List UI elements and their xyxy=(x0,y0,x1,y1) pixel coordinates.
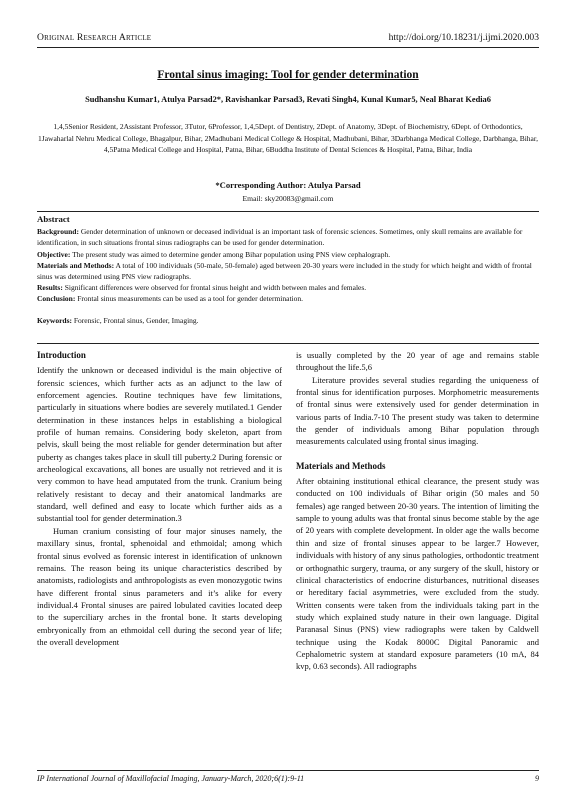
background-label: Background: xyxy=(37,227,79,237)
affiliations: 1,4,5Senior Resident, 2Assistant Professor, 3Tutor, 6Professor, 1,4,5Dept. of Dentistry, 2Dept. of Anatomy, 3Dept. of Biochemistry, 6Dept. of Orthodontics, 1Jawaharlal Nehru Medical College, Bhagalpur, Bihar, 2Madhubani Medical College & Hospital, Madhubani, Bihar, 3Darbhanga Medical College, Darbhanga, Bihar, 4,5Patna Medical College and Hospital, Patna, Bihar, 6Buddha Institute of Dental Sciences & Hospital, Patna, Bihar, India xyxy=(38,122,538,154)
intro-paragraph-1: Identify the unknown or deceased individul is the main objective of forensic sciences, which further acts as an adjunct to the law of enforcement agencies. Routine techniques have few limitations, particularly in situations where bodies are severely mutilated.1 Gender determination in these instances helps in establishing a biological profile of human remains. Considering body skeleton, apart from pelvis, skull being the most reliable for gender determination but after puberty as changes takes place in skull till puberty.2 During forensic or archeological excavations, all bones are usually not retrieved and it is very common to have head amputated from the trunk. Cranium being relatively resistant to decay and their anatomical landmarks are standard, well defined and easy to locate which further aids as a substantial tool for gender determination.3 xyxy=(37,365,282,524)
background-text: Gender determination of unknown or deceased individual is an important task of forensic sciences. Sometimes, only skull remains are available for identification, in such situations frontal sinus radiographs can be used for gender determination. xyxy=(37,227,523,248)
intro-paragraph-2: Human cranium consisting of four major sinuses namely, the maxillary sinus, frontal, sphenoidal and ethmoidal; among which frontal sinus evolved as forensic interest in identification of unknown remains. The reason being its unique characteristics described by anatomists, radiologists and anthropologists as even monozygotic twins have different frontal sinus parameters and it’s alike for every individual.4 Frontal sinuses are paired lobulated cavities located deep to the superciliary arches in the frontal bone. It starts developing embryonically from an ethmoidal cell during the second year of life; the overall development xyxy=(37,525,282,647)
author-email[interactable]: Email: sky20083@gmail.com xyxy=(242,194,334,203)
running-header xyxy=(37,32,539,46)
footer-rule xyxy=(37,770,539,771)
intro-paragraph-4: Literature provides several studies regarding the uniqueness of frontal sinus for identification purposes. Morphometric measurements of frontal sinus were extensively used for gender determination in various parts of India.7-10 The present study was taken to determine the gender of individuals among Bihar population through measurements calculated using frontal sinus imaging. xyxy=(296,374,539,447)
abstract-rule-top xyxy=(37,211,539,212)
left-column xyxy=(37,349,282,648)
objective-text: The present study was aimed to determine gender among Bihar population using PNS view cephalograph. xyxy=(72,249,391,259)
introduction-heading: Introduction xyxy=(37,350,86,360)
abstract-block xyxy=(37,214,539,326)
abstract-methods xyxy=(37,260,539,282)
conclusion-label: Conclusion: xyxy=(37,294,76,304)
abstract-results xyxy=(37,282,539,293)
methods-text: A total of 100 individuals (50-male, 50-female) aged between 20-30 years were included in the study for which height and width of frontal sinus was determined using PNS view radiographs. xyxy=(37,260,532,282)
header-rule xyxy=(37,47,539,48)
author-list: Sudhanshu Kumar1, Atulya Parsad2*, Ravishankar Parsad3, Revati Singh4, Kunal Kumar5, Neal Bharat Kedia6 xyxy=(85,95,491,104)
page-number: 9 xyxy=(535,774,539,783)
article-type-label: Original Research Article xyxy=(37,32,152,43)
abstract-objective xyxy=(37,249,539,260)
results-text: Significant differences were observed for frontal sinus height and width between males and females. xyxy=(64,283,367,293)
objective-label: Objective: xyxy=(37,249,71,259)
keywords-text: Forensic, Frontal sinus, Gender, Imaging. xyxy=(73,315,199,325)
right-column xyxy=(296,349,539,673)
article-title: Frontal sinus imaging: Tool for gender determination xyxy=(157,69,419,81)
abstract-keywords xyxy=(37,315,539,326)
page-footer xyxy=(37,774,539,783)
abstract-rule-bottom xyxy=(37,343,539,344)
journal-citation: IP International Journal of Maxillofacial Imaging, January-March, 2020;6(1):9-11 xyxy=(37,774,305,783)
methods-heading: Materials and Methods xyxy=(296,460,386,471)
intro-paragraph-3: is usually completed by the 20 year of age and remains stable throughout the life.5,6 xyxy=(296,350,539,373)
results-label: Results: xyxy=(37,283,63,293)
doi-link[interactable]: http://doi.org/10.18231/j.ijmi.2020.003 xyxy=(388,32,539,43)
methods-paragraph-1: After obtaining institutional ethical clearance, the present study was conducted on 100 individuals of Bihar origin (50 males and 50 females) age ranged between 20-30 years. The intention of limiting the sample to young adults was that frontal sinus become stable by the age of 20 years with complete development. In older age the walls become thin and size of frontal sinuses appear to be larger.7 However, individuals with history of any sinus pathologies, orthodontic treatment or orthognathic surgery, trauma, or any surgery of the skull, history or clinical characteristics of endocrine disturbances, nutritional diseases or hereditary facial asymmetries, were excluded from the study. Written consents were taken from the individuals taking part in the study which explained study nature in their own language. Digital Paranasal Sinus (PNS) view radiographs were taken by Caldwell technique using the Kodak 8000C Digital Panoramic and Cephalometric system at standard exposure parameters (10 mA, 84 kvp, 0.63 seconds). All radiographs xyxy=(296,476,539,672)
conclusion-text: Frontal sinus measurements can be used as a tool for gender determination. xyxy=(77,294,303,304)
abstract-background xyxy=(37,226,539,248)
methods-label: Materials and Methods: xyxy=(37,260,115,270)
corresponding-author: *Corresponding Author: Atulya Parsad xyxy=(215,180,361,190)
abstract-conclusion xyxy=(37,293,539,304)
keywords-label: Keywords: xyxy=(37,315,72,325)
abstract-heading: Abstract xyxy=(37,214,70,224)
